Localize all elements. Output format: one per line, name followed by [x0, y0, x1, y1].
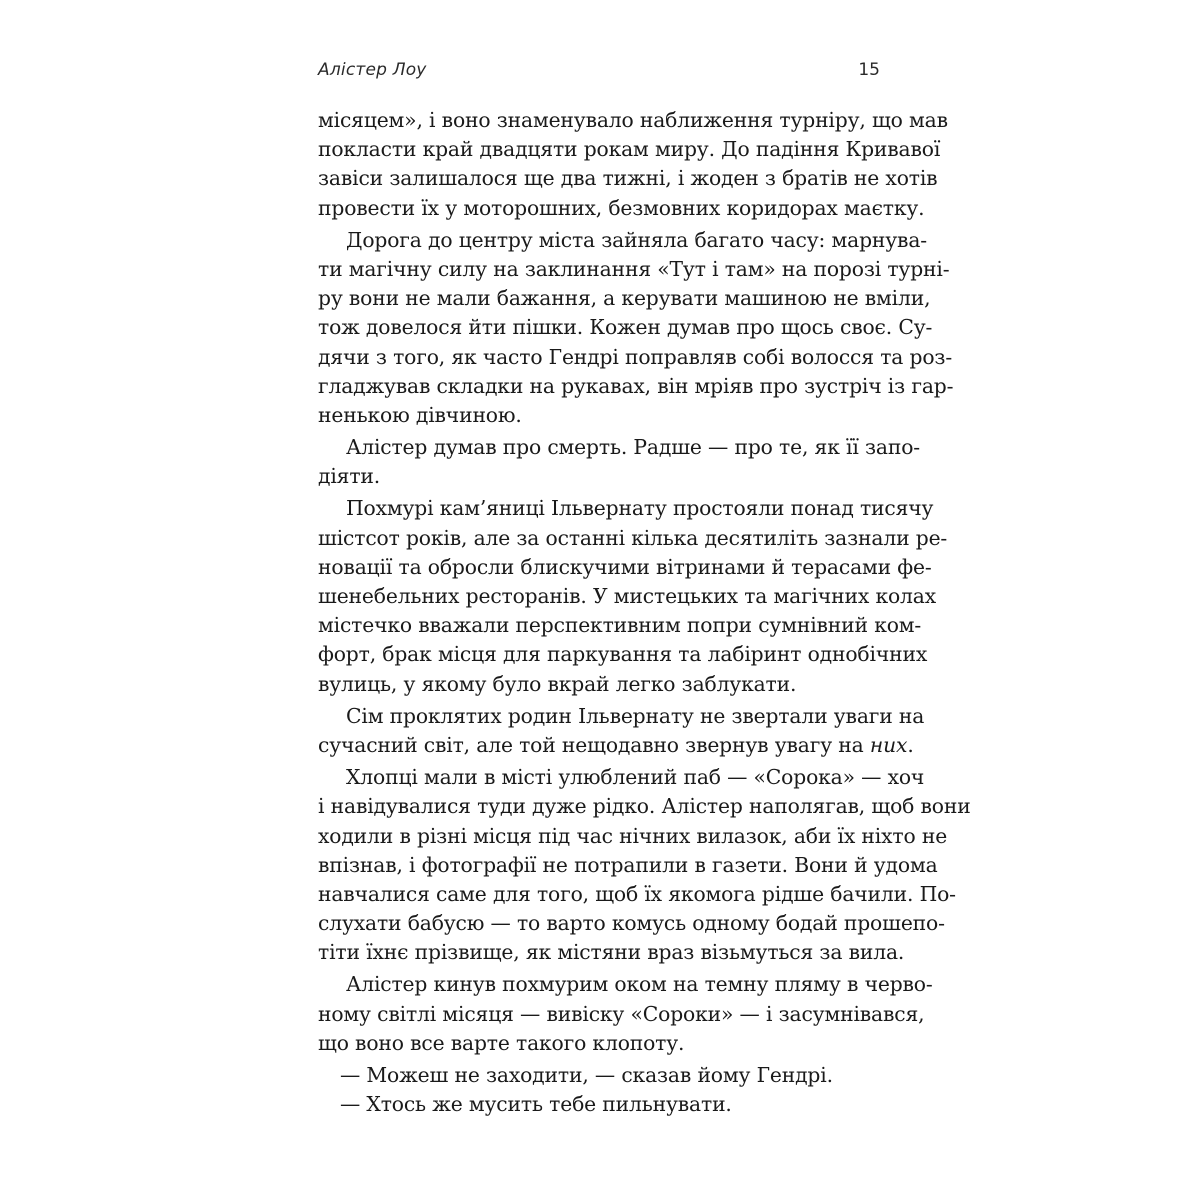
emphasis-word: них	[869, 732, 908, 757]
text-line: Сім проклятих родин Ільвернату не звертали уваги на	[346, 703, 925, 728]
text-segment: сучасний світ, але той нещодавно звернув увагу на	[318, 732, 864, 757]
text-line: Хлопці мали в місті улюблений паб — «Сорока» — хоч	[346, 765, 925, 790]
text-line: ру вони не мали бажання, а керувати машиною не вміли,	[318, 286, 931, 311]
text-line: впізнав, і фотографії не потрапили в газети. Вони й удома	[318, 852, 938, 877]
running-head-author: Алістер Лоу	[318, 60, 427, 80]
text-line: навчалися саме для того, щоб їх якомога рідше бачили. По-	[318, 881, 956, 906]
body-text	[318, 106, 971, 1119]
text-line: шістсот років, але за останні кілька десятиліть зазнали ре-	[318, 525, 948, 550]
text-line: дячи з того, як часто Гендрі поправляв собі волосся та роз-	[318, 344, 953, 369]
text-line: новації та обросли блискучими вітринами й терасами фе-	[318, 554, 932, 579]
running-head	[318, 60, 880, 88]
dialogue-line: — Хтось же мусить тебе пильнувати.	[340, 1092, 732, 1117]
text-line: і навідувалися туди дуже рідко. Алістер наполягав, щоб вони	[318, 794, 971, 819]
text-line: місяцем», і воно знаменувало наближення турніру, що мав	[318, 108, 948, 132]
text-line: що воно все варте такого клопоту.	[318, 1030, 685, 1055]
text-line: ходили в різні місця під час нічних вилазок, аби їх ніхто не	[318, 823, 948, 848]
text-line: ненькою дівчиною.	[318, 402, 522, 427]
text-line: тіти їхнє прізвище, як містяни враз візьмуться за вила.	[318, 940, 905, 965]
text-line: Похмурі кам’яниці Ільвернату простояли понад тисячу	[346, 496, 934, 521]
text-line: форт, брак місця для паркування та лабіринт однобічних	[318, 642, 928, 667]
text-line: шенебельних ресторанів. У мистецьких та магічних колах	[318, 584, 937, 608]
text-line: покласти край двадцяти рокам миру. До падіння Кривавої	[318, 137, 941, 162]
text-line: містечко вважали перспективним попри сумнівний ком-	[318, 613, 922, 638]
text-line: діяти.	[318, 464, 381, 489]
text-line: провести їх у моторошних, безмовних коридорах маєтку.	[318, 195, 925, 220]
text-line: тож довелося йти пішки. Кожен думав про щось своє. Су-	[318, 315, 933, 340]
dialogue-line: — Можеш не заходити, — сказав йому Гендрі.	[340, 1063, 833, 1087]
text-line: слухати бабусю — то варто комусь одному бодай прошепо-	[318, 911, 945, 936]
page-number: 15	[858, 60, 880, 80]
text-line: Дорога до центру міста зайняла багато часу: марнува-	[346, 227, 927, 252]
text-line-with-emphasis	[318, 731, 914, 760]
text-line: Алістер думав про смерть. Радше — про те, як її запо-	[346, 435, 920, 460]
text-line: Алістер кинув похмурим оком на темну пляму в черво-	[346, 972, 933, 997]
text-line: ному світлі місяця — вивіску «Сороки» — і засумнівався,	[318, 1001, 925, 1026]
punctuation: .	[907, 732, 914, 757]
text-line: ти магічну силу на заклинання «Тут і там» на порозі турні-	[318, 256, 950, 281]
text-line: вулиць, у якому було вкрай легко заблукати.	[318, 671, 797, 696]
text-line: завіси залишалося ще два тижні, і жоден з братів не хотів	[318, 166, 938, 191]
text-line: гладжував складки на рукавах, він мріяв про зустріч із гар-	[318, 373, 954, 398]
